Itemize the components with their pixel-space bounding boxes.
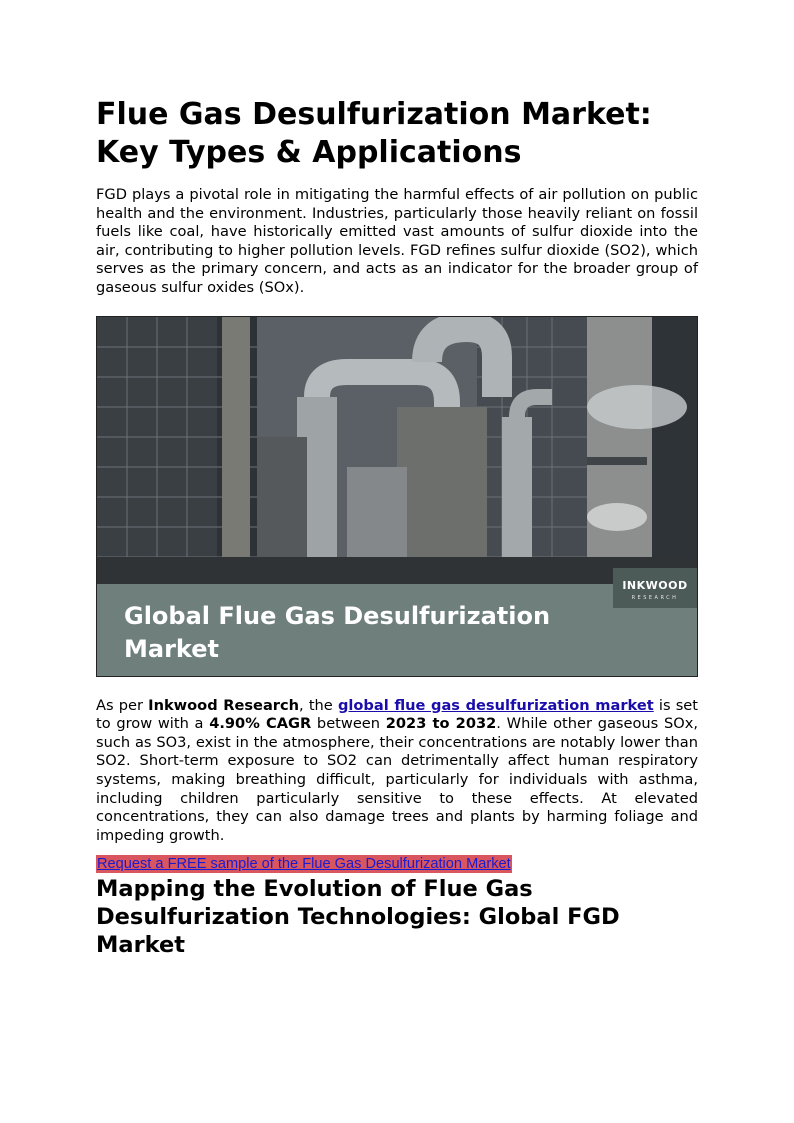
- text-span: , the: [299, 696, 338, 714]
- hero-banner-line-2: Market: [124, 634, 219, 663]
- article: [96, 96, 698, 959]
- title-line-1: Flue Gas Desulfurization Market:: [96, 97, 652, 132]
- market-report-link[interactable]: global flue gas desulfurization market: [337, 696, 654, 714]
- forecast-period: 2023 to 2032: [385, 715, 497, 733]
- hero-banner-line-1: Global Flue Gas Desulfurization: [124, 601, 551, 630]
- section-heading-line-2: Desulfurization Technologies: Global FGD: [96, 904, 620, 931]
- hero-banner-title: [124, 600, 604, 666]
- text-span: is set to grow with a: [96, 696, 698, 733]
- section-heading: [96, 875, 698, 959]
- title-line-2: Key Types & Applications: [96, 135, 522, 170]
- cagr-value: 4.90% CAGR: [209, 715, 312, 733]
- request-sample-link[interactable]: Request a FREE sample of the Flue Gas Desulfurization Market: [97, 856, 511, 873]
- market-paragraph: [96, 697, 698, 846]
- org-name: Inkwood Research: [148, 696, 300, 714]
- page-title: [96, 96, 698, 172]
- inkwood-logo: INKWOOD: [622, 578, 688, 592]
- section-heading-line-1: Mapping the Evolution of Flue Gas: [96, 876, 533, 903]
- intro-paragraph: FGD plays a pivotal role in mitigating the harmful effects of air pollution on public health and the environment. Industries, particularly those heavily reliant on fossil fuels like coal, have historically emitted vast amounts of sulfur dioxide into the air, contributing to higher pollution levels. FGD refines sulfur dioxide (SO2), which serves as the primary concern, and acts as an indicator for the broader group of gaseous sulfur oxides (SOx).: [96, 186, 698, 296]
- text-span: . While other gaseous SOx, such as SO3, exist in the atmosphere, their concentrations are notably lower than SO2. Short-term exposure to SO2 can detrimentally affect human respiratory systems, making breathing difficult, particularly for individuals with asthma, including children particularly sensitive to these effects. At elevated concentrations, they can also damage trees and plants by harming foliage and impeding growth.: [96, 715, 699, 844]
- text-span: As per: [96, 696, 149, 714]
- text-span: between: [311, 715, 386, 733]
- inkwood-logo-subtext: RESEARCH: [631, 594, 679, 601]
- section-heading-line-3: Market: [96, 932, 186, 959]
- hero-image: [96, 316, 698, 677]
